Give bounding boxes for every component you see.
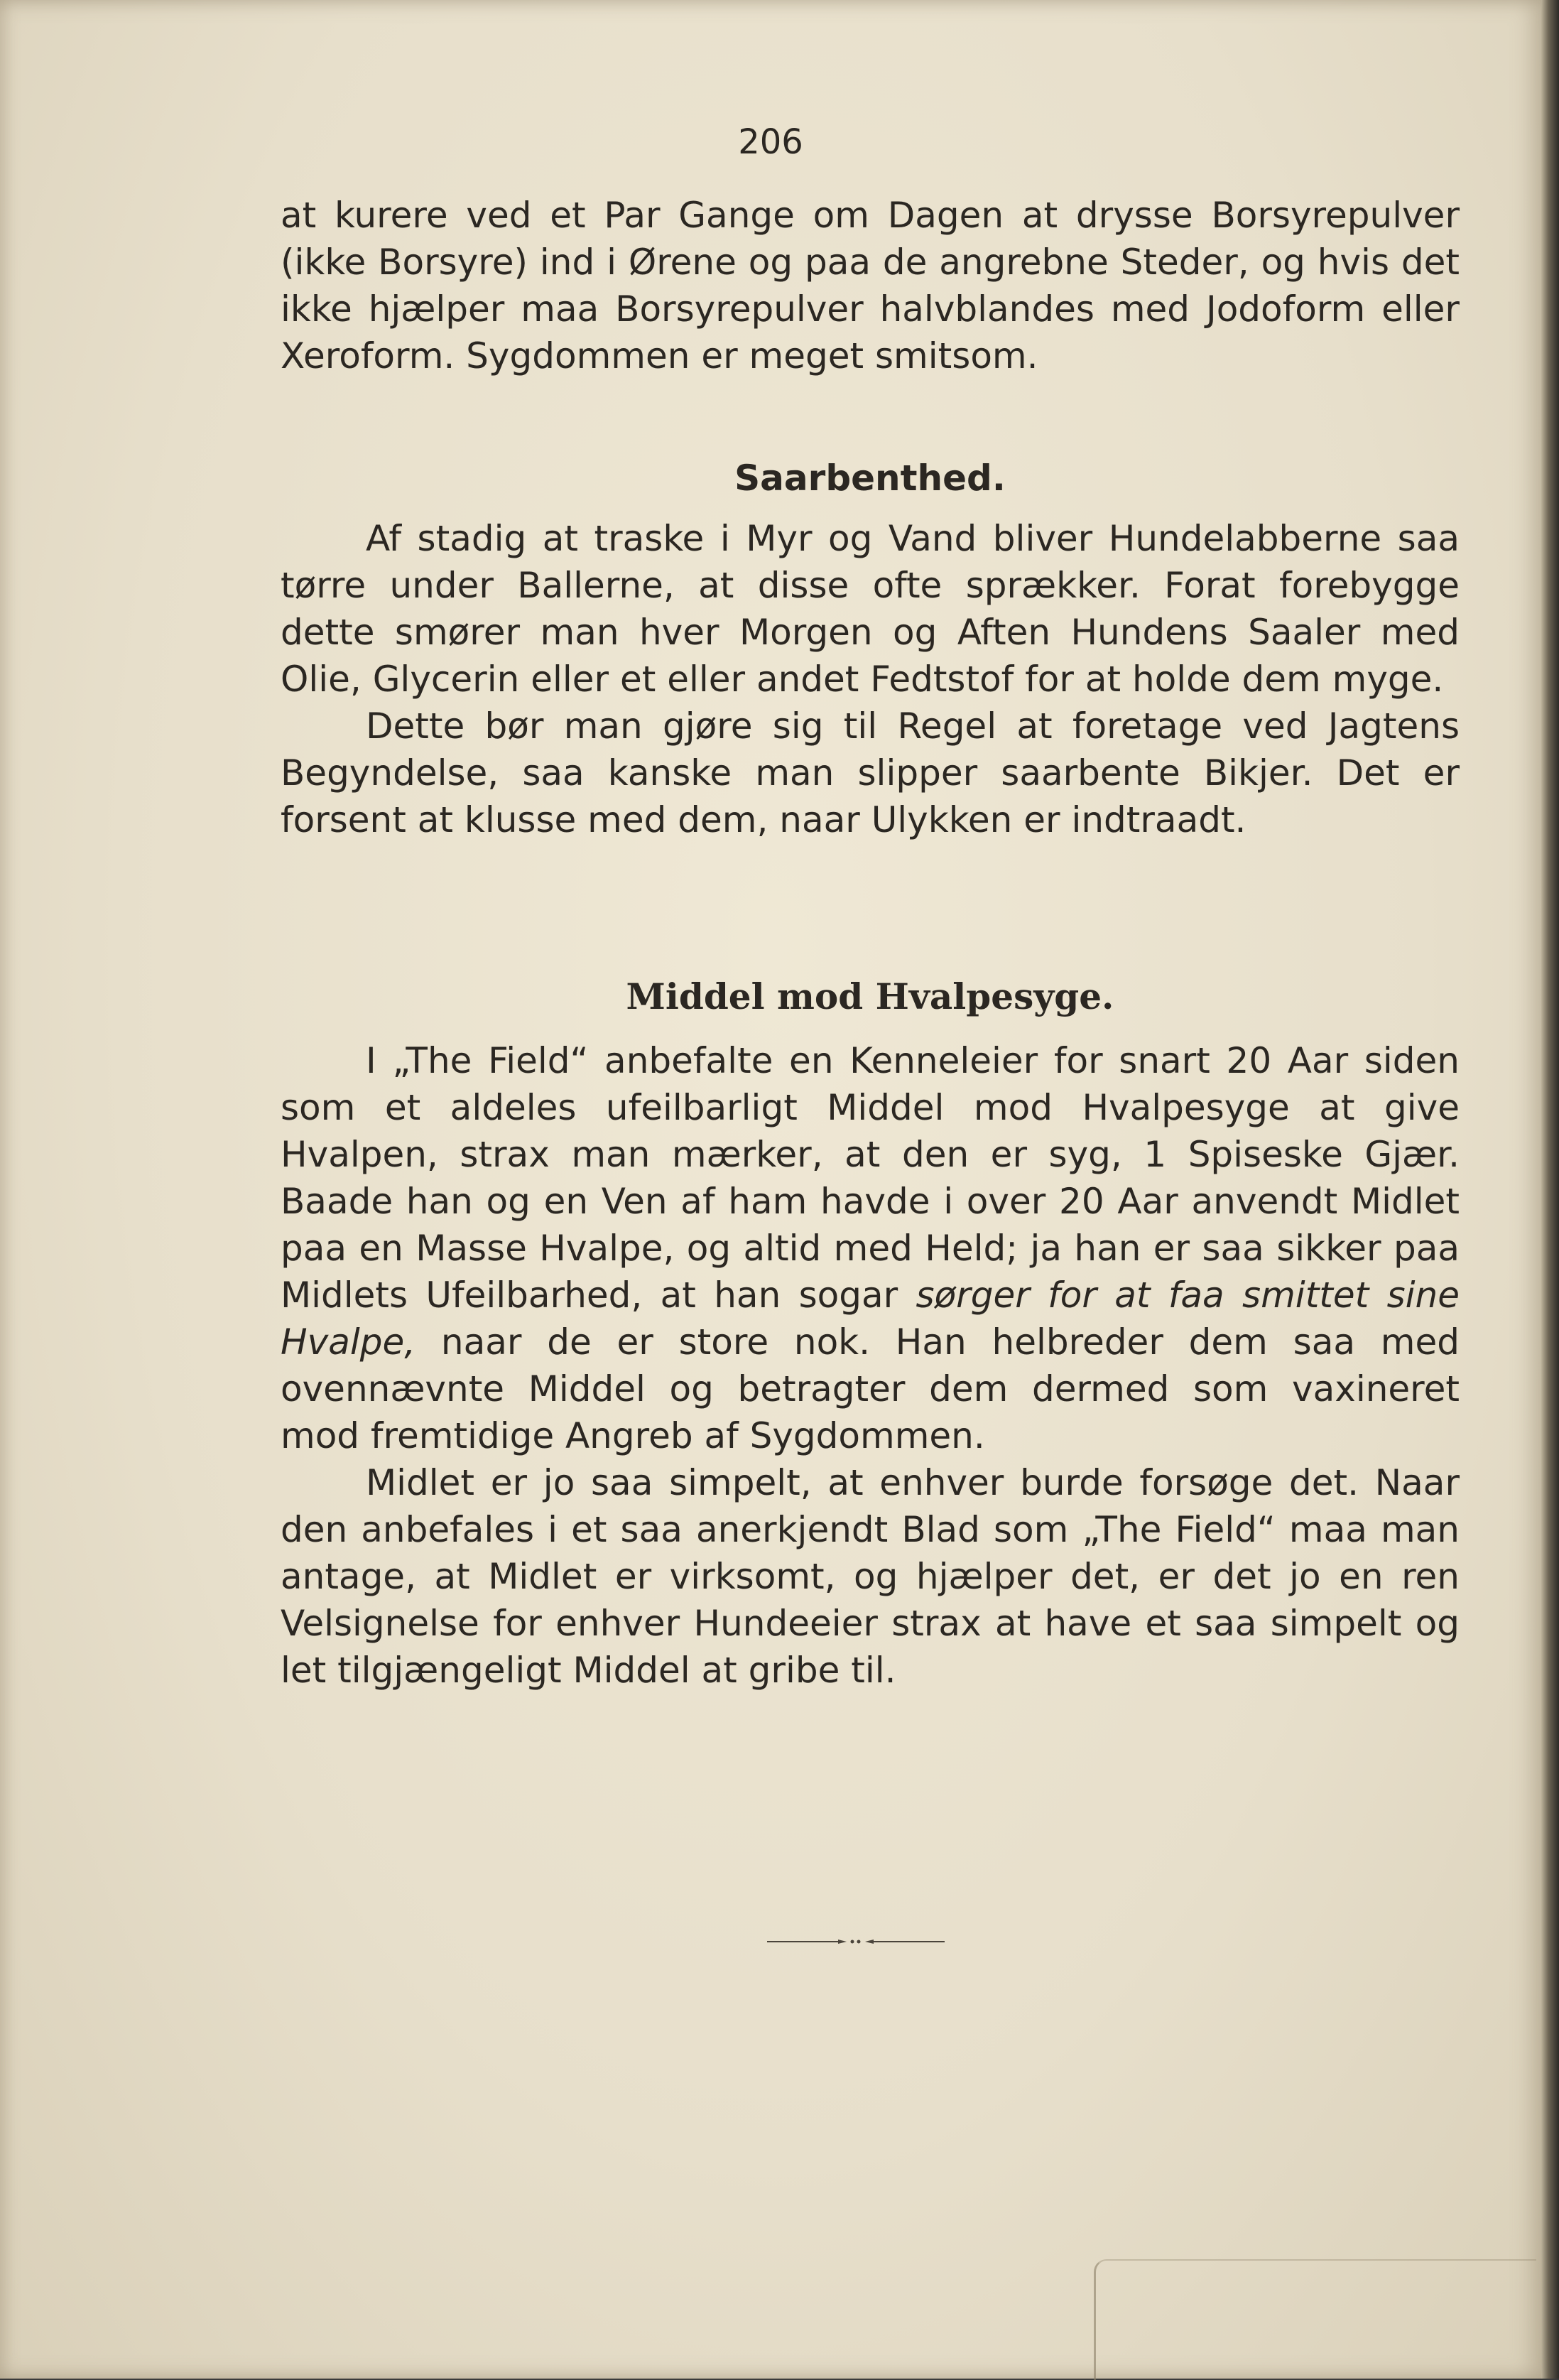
page-edge [1541,0,1559,2379]
paper-crease [1094,2259,1536,2380]
section-body-saarbenthed [281,515,1460,843]
section-heading-saarbenthed: Saarbenthed. [734,458,1006,499]
opening-paragraph: at kurere ved et Par Gange om Dagen at drysse Borsyrepulver (ikke Borsyre) ind i Ørene og paa de angrebne Steder, og hvis det ikke hjælper maa Borsyrepulver halvblandes med Jodoform eller Xeroform. Sygdommen er meget smitsom. [281,195,1460,377]
page-number: 206 [738,122,803,162]
paragraph-text: naar de er store nok. Han helbreder dem saa med ovennævnte Middel og betragter dem dermed som vaxineret mod fremtidige Angreb af Sygdommen. [281,1321,1460,1456]
paragraph: Midlet er jo saa simpelt, at enhver burde forsøge det. Naar den anbefales i et saa anerkjendt Blad som „The Field“ maa man antage, at Midlet er virksomt, og hjælper det, er det jo en ren Velsignelse for enhver Hundeeier strax at have et saa simpelt og let tilgjængeligt Middel at gribe til. [281,1462,1460,1691]
paragraph: Dette bør man gjøre sig til Regel at foretage ved Jagtens Begyndelse, saa kanske man slipper saarbente Bikjer. Det er forsent at klusse med dem, naar Ulykken er indtraadt. [281,705,1460,840]
paragraph: Af stadig at traske i Myr og Vand bliver Hundelabberne saa tørre under Ballerne, at disse ofte sprækker. Forat forebygge dette smører man hver Morgen og Aften Hundens Saaler med Olie, Glycerin eller et eller andet Fedtstof for at holde dem myge. [281,518,1460,700]
italic-phrase: sørger for at faa smittet sine Hvalpe, [281,1275,1460,1363]
section-end-ornament [767,1938,945,1945]
section-body-hvalpesyge [281,1037,1460,1694]
paragraph-text: I „The Field“ anbefalte en Kenneleier for snart 20 Aar siden som et aldeles ufeilbarligt Middel mod Hvalpesyge at give Hvalpen, strax man mærker, at den er syg, 1 Spiseske Gjær. Baade han og en Ven af ham havde i over 20 Aar anvendt Midlet paa en Masse Hvalpe, og altid med Held; ja han er saa sikker paa Midlets Ufeilbarhed, at han sogar [281,1040,1460,1316]
paragraph [281,1037,1460,1459]
section-heading-hvalpesyge: Middel mod Hvalpesyge. [626,975,1114,1017]
